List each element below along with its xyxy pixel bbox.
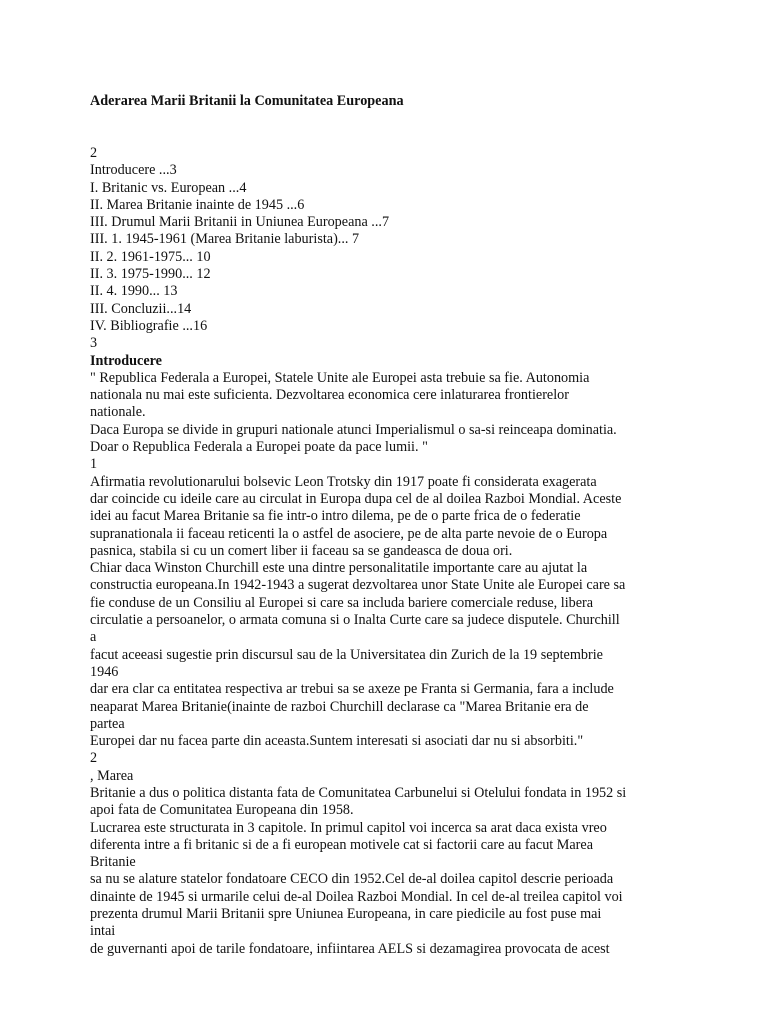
text-line: apoi fata de Comunitatea Europeana din 1958.: [90, 802, 354, 819]
text-line: Afirmatia revolutionarului bolsevic Leon Trotsky din 1917 poate fi considerata exagerata: [90, 473, 597, 490]
text-line: 1: [90, 456, 98, 473]
document-page: [90, 91, 750, 958]
text-line: Doar o Republica Federala a Europei poate da pace lumii. ": [90, 439, 428, 456]
text-line: facut aceeasi sugestie prin discursul sau de la Universitatea din Zurich de la 19 septembrie: [90, 646, 603, 663]
text-line: " Republica Federala a Europei, Statele Unite ale Europei asta trebuie sa fie. Autonomia: [90, 369, 590, 386]
text-line: intai: [90, 923, 116, 940]
text-line: II. 2. 1961-1975... 10: [90, 248, 211, 265]
text-line: II. 4. 1990... 13: [90, 283, 178, 300]
text-line: Chiar daca Winston Churchill este una dintre personalitatile importante care au ajutat la: [90, 560, 588, 577]
text-line: idei au facut Marea Britanie sa fie intr-o intro dilema, pe de o parte frica de o federatie: [90, 508, 581, 525]
text-line: 3: [90, 335, 98, 352]
text-line: circulatie a persoanelor, o armata comuna si o Inalta Curte care sa judece disputele. Churchill: [90, 612, 620, 629]
text-line: diferenta intre a fi britanic si de a fi european motivele cat si factorii care au facut Marea: [90, 836, 594, 853]
text-line: nationale.: [90, 404, 146, 421]
text-line: Britanie: [90, 854, 136, 871]
text-line: III. 1. 1945-1961 (Marea Britanie laburista)... 7: [90, 231, 360, 248]
text-line: 1946: [90, 663, 119, 680]
text-line: , Marea: [90, 767, 134, 784]
text-line: supranationala ii faceau reticenti la o astfel de asociere, pe de alta parte nevoie de o Europa: [90, 525, 608, 542]
text-line: Europei dar nu facea parte din aceasta.Suntem interesati si asociati dar nu si absorbiti.": [90, 733, 584, 750]
text-line: prezenta drumul Marii Britanii spre Uniunea Europeana, in care piedicile au fost puse mai: [90, 906, 602, 923]
text-line: III. Concluzii...14: [90, 300, 192, 317]
text-line: Britanie a dus o politica distanta fata de Comunitatea Carbunelui si Otelului fondata in 1952 si: [90, 784, 627, 801]
text-line: Lucrarea este structurata in 3 capitole. In primul capitol voi incerca sa arat daca exista vreo: [90, 819, 607, 836]
text-line: dinainte de 1945 si urmarile celui de-al Doilea Razboi Mondial. In cel de-al treilea capitol voi: [90, 888, 623, 905]
text-line: partea: [90, 715, 125, 732]
text-line: I. Britanic vs. European ...4: [90, 179, 247, 196]
text-line: IV. Bibliografie ...16: [90, 317, 208, 334]
text-line: pasnica, stabila si cu un comert liber ii faceau sa se gandeasca de doua ori.: [90, 542, 513, 559]
text-line: dar era clar ca entitatea respectiva ar trebui sa se axeze pe Franta si Germania, fara a include: [90, 681, 614, 698]
text-line: nationala nu mai este suficienta. Dezvoltarea economica cere inlaturarea frontierelor: [90, 387, 569, 404]
text-line: III. Drumul Marii Britanii in Uniunea Europeana ...7: [90, 214, 390, 231]
document-body: [90, 145, 750, 958]
text-line: de guvernanti apoi de tarile fondatoare, infiintarea AELS si dezamagirea provocata de acest: [90, 940, 610, 957]
text-line: a: [90, 629, 97, 646]
section-heading: Introducere: [90, 352, 162, 369]
text-line: sa nu se alature statelor fondatoare CECO din 1952.Cel de-al doilea capitol descrie perioada: [90, 871, 614, 888]
text-line: Introducere ...3: [90, 162, 177, 179]
text-line: Daca Europa se divide in grupuri nationale atunci Imperialismul o sa-si reinceapa dominatia.: [90, 421, 617, 438]
text-line: 2: [90, 145, 98, 161]
text-line: neaparat Marea Britanie(inainte de razboi Churchill declarase ca "Marea Britanie era de: [90, 698, 589, 715]
text-line: 2: [90, 750, 98, 767]
document-title: Aderarea Marii Britanii la Comunitatea Europeana: [90, 93, 404, 109]
text-line: fie conduse de un Consiliu al Europei si care sa includa bariere comerciale reduse, libera: [90, 594, 594, 611]
text-line: II. 3. 1975-1990... 12: [90, 266, 211, 283]
text-line: II. Marea Britanie inainte de 1945 ...6: [90, 196, 305, 213]
text-line: dar coincide cu ideile care au circulat in Europa dupa cel de al doilea Razboi Mondial. Aceste: [90, 490, 622, 507]
text-line: constructia europeana.In 1942-1943 a sugerat dezvoltarea unor State Unite ale Europei care sa: [90, 577, 626, 594]
title-spacer: [90, 111, 750, 145]
